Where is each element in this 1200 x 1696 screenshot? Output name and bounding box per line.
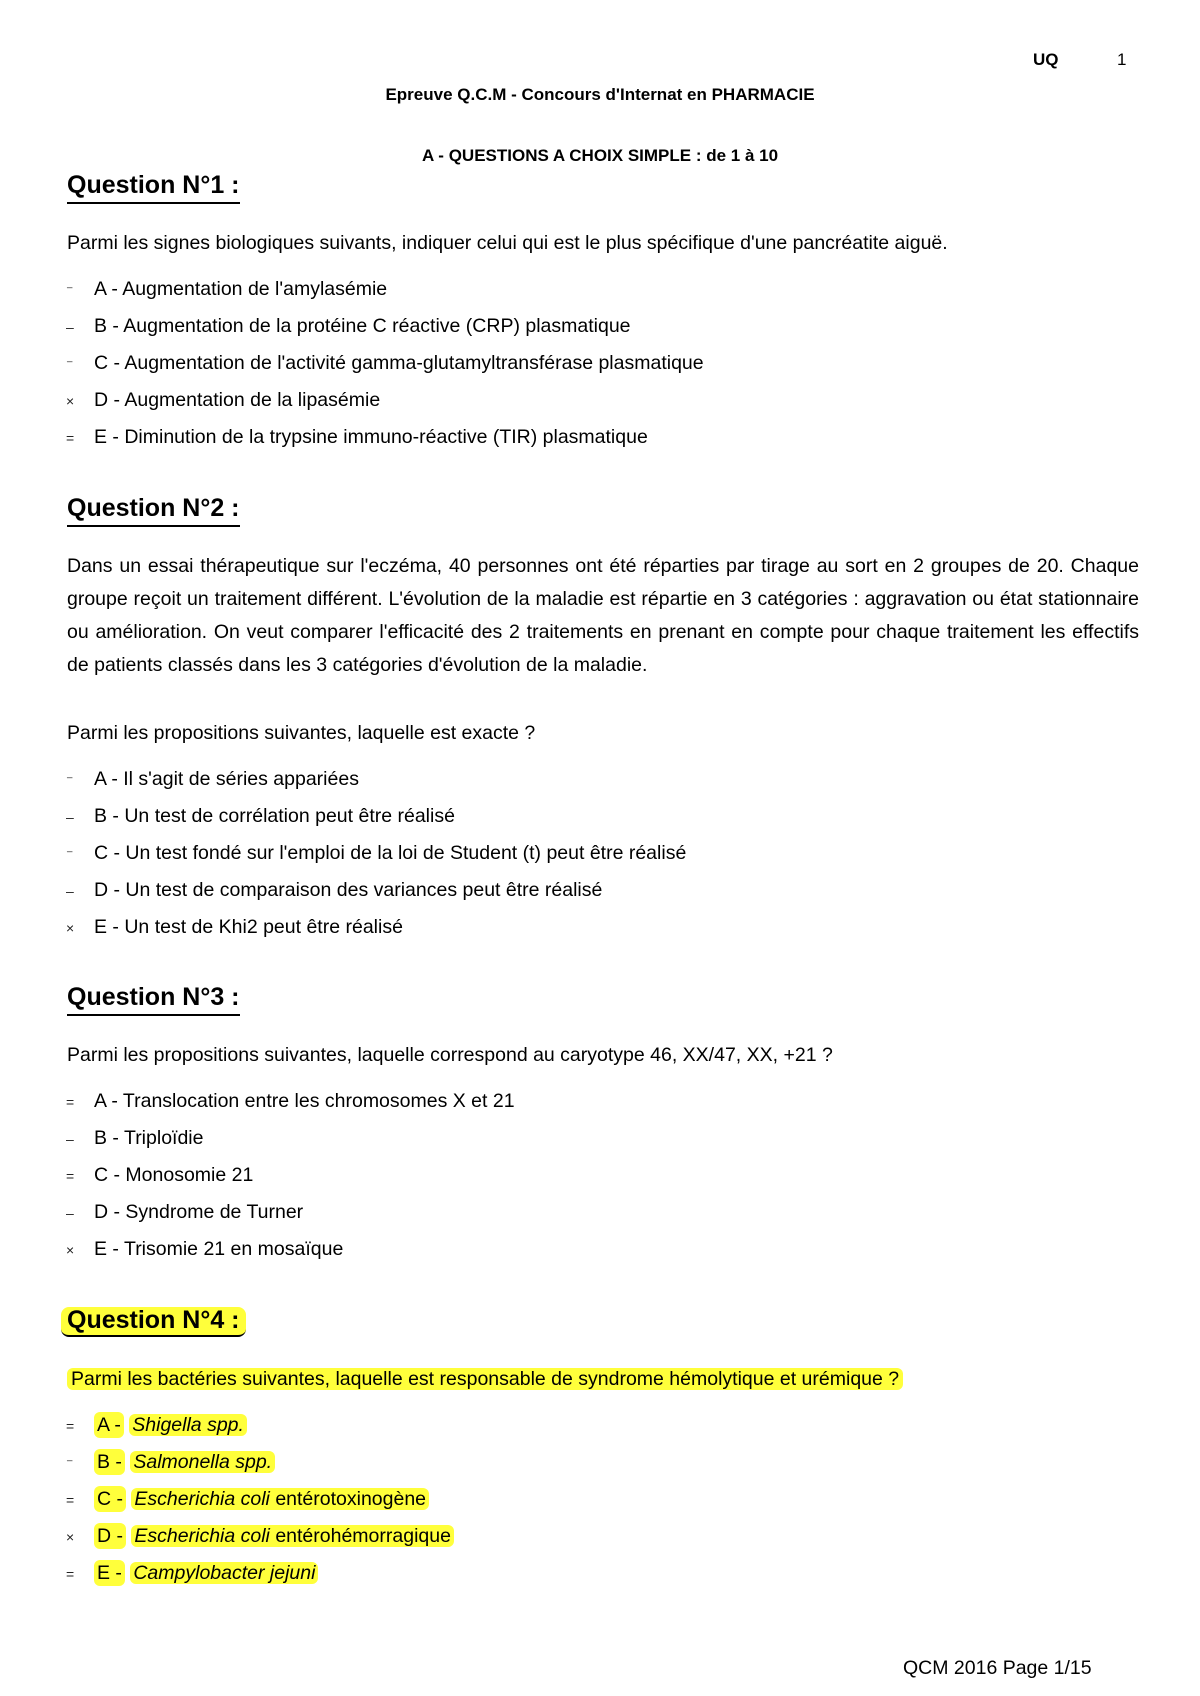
option-letter: E - (94, 1560, 125, 1586)
option-letter: C - (94, 1486, 126, 1512)
option-text: Augmentation de l'activité gamma-glutamyltransférase plasmatique (124, 352, 704, 374)
section-title: A - QUESTIONS A CHOIX SIMPLE : de 1 à 10 (421, 146, 779, 165)
question-4-stem-text: Parmi les bactéries suivantes, laquelle est responsable de syndrome hémolytique et urémique ? (67, 1368, 903, 1390)
q1-option-b[interactable] (66, 313, 631, 340)
option-letter: D - (94, 389, 120, 411)
answer-mark: – (66, 883, 74, 899)
option-text: Augmentation de la protéine C réactive (CRP) plasmatique (123, 315, 631, 337)
option-text: Syndrome de Turner (125, 1201, 304, 1223)
option-text (131, 1488, 429, 1510)
question-4-stem (67, 1363, 1139, 1396)
option-text (130, 1451, 275, 1473)
option-letter: D - (94, 879, 120, 901)
question-1-heading: Question N°1 : (67, 172, 240, 204)
header-code: UQ (1033, 50, 1059, 69)
option-species: Shigella spp. (132, 1414, 244, 1436)
answer-mark: ⁻ (66, 772, 74, 788)
answer-mark: – (66, 1131, 74, 1147)
answer-mark: = (66, 430, 75, 446)
option-suffix: entérohémorragique (269, 1525, 451, 1547)
q3-option-b[interactable] (66, 1125, 203, 1152)
answer-mark: × (66, 1242, 75, 1258)
option-letter: E - (94, 1238, 119, 1260)
option-text: Augmentation de l'amylasémie (122, 278, 388, 300)
q4-option-d[interactable] (66, 1523, 454, 1550)
q1-option-a[interactable] (66, 276, 387, 303)
exam-title: Epreuve Q.C.M - Concours d'Internat en PHARMACIE (385, 85, 815, 104)
option-species: Escherichia coli (134, 1525, 270, 1547)
option-text: Diminution de la trypsine immuno-réactive (TIR) plasmatique (124, 426, 648, 448)
q1-option-d[interactable] (66, 387, 380, 414)
answer-mark: × (66, 1529, 75, 1545)
answer-mark: × (66, 393, 75, 409)
q2-option-a[interactable] (66, 766, 359, 793)
answer-mark: = (66, 1566, 75, 1582)
option-letter: C - (94, 842, 120, 864)
answer-mark: × (66, 920, 75, 936)
option-text (130, 1562, 318, 1584)
option-text: Un test de corrélation peut être réalisé (124, 805, 455, 827)
answer-mark: ⁻ (66, 282, 74, 298)
page-footer: QCM 2016 Page 1/15 (903, 1657, 1092, 1679)
option-letter: A - (94, 1090, 118, 1112)
question-2-question: Parmi les propositions suivantes, laquelle est exacte ? (67, 722, 536, 744)
q3-option-e[interactable] (66, 1236, 343, 1263)
option-letter: A - (94, 1412, 124, 1438)
option-letter: D - (94, 1201, 120, 1223)
question-3-stem: Parmi les propositions suivantes, laquelle correspond au caryotype 46, XX/47, XX, +21 ? (67, 1044, 833, 1066)
option-text: Translocation entre les chromosomes X et 21 (122, 1090, 515, 1112)
q3-option-d[interactable] (66, 1199, 303, 1226)
option-species: Salmonella spp. (133, 1451, 273, 1473)
answer-mark: ⁻ (66, 1455, 74, 1471)
q3-option-c[interactable] (66, 1162, 253, 1189)
answer-mark: = (66, 1168, 75, 1184)
option-letter: E - (94, 916, 119, 938)
question-3-heading: Question N°3 : (67, 984, 240, 1016)
option-letter: C - (94, 352, 120, 374)
option-letter: E - (94, 426, 119, 448)
answer-mark: ⁻ (66, 846, 74, 862)
q4-option-e[interactable] (66, 1560, 318, 1587)
option-letter: B - (94, 1449, 125, 1475)
answer-mark: = (66, 1094, 75, 1110)
option-text: Augmentation de la lipasémie (124, 389, 381, 411)
option-text: Un test fondé sur l'emploi de la loi de Student (t) peut être réalisé (125, 842, 687, 864)
header-number: 1 (1117, 50, 1127, 69)
option-letter: A - (94, 278, 118, 300)
answer-mark: – (66, 1205, 74, 1221)
option-text: Un test de Khi2 peut être réalisé (124, 916, 403, 938)
option-suffix: entérotoxinogène (269, 1488, 427, 1510)
q1-option-e[interactable] (66, 424, 648, 451)
option-text: Trisomie 21 en mosaïque (124, 1238, 344, 1260)
q1-option-c[interactable] (66, 350, 704, 377)
answer-mark: = (66, 1418, 75, 1434)
question-1-stem: Parmi les signes biologiques suivants, indiquer celui qui est le plus spécifique d'une pancréatite aiguë. (67, 232, 948, 254)
question-2-heading: Question N°2 : (67, 495, 240, 527)
option-letter: D - (94, 1523, 126, 1549)
answer-mark: – (66, 809, 74, 825)
q2-option-b[interactable] (66, 803, 455, 830)
answer-mark: ⁻ (66, 356, 74, 372)
option-letter: C - (94, 1164, 120, 1186)
option-letter: B - (94, 315, 119, 337)
option-text: Un test de comparaison des variances peut être réalisé (125, 879, 603, 901)
option-text (131, 1525, 454, 1547)
option-species: Escherichia coli (134, 1488, 270, 1510)
question-2-stem: Dans un essai thérapeutique sur l'eczéma, 40 personnes ont été réparties par tirage au sort en 2 groupes de 20. Chaque groupe reçoit un traitement différent. L'évolution de la maladie est répartie en 3 catégories : aggravation ou état stationnaire ou amélioration. On veut comparer l'efficacité des 2 traitements en prenant en compte pour chaque traitement les effectifs de patients classés dans les 3 catégories d'évolution de la maladie. (67, 555, 1139, 676)
option-letter: A - (94, 768, 118, 790)
answer-mark: = (66, 1492, 75, 1508)
q2-option-c[interactable] (66, 840, 686, 867)
q3-option-a[interactable] (66, 1088, 515, 1115)
q4-option-b[interactable] (66, 1449, 275, 1476)
option-species: Campylobacter jejuni (133, 1562, 316, 1584)
option-text (129, 1414, 247, 1436)
question-4-heading: Question N°4 : (61, 1307, 246, 1337)
option-text: Monosomie 21 (125, 1164, 254, 1186)
option-text: Triploïdie (124, 1127, 204, 1149)
q4-option-a[interactable] (66, 1412, 247, 1439)
option-letter: B - (94, 805, 119, 827)
option-letter: B - (94, 1127, 119, 1149)
q2-option-d[interactable] (66, 877, 602, 904)
q2-option-e[interactable] (66, 914, 403, 941)
answer-mark: – (66, 319, 74, 335)
option-text: Il s'agit de séries appariées (123, 768, 359, 790)
q4-option-c[interactable] (66, 1486, 429, 1513)
